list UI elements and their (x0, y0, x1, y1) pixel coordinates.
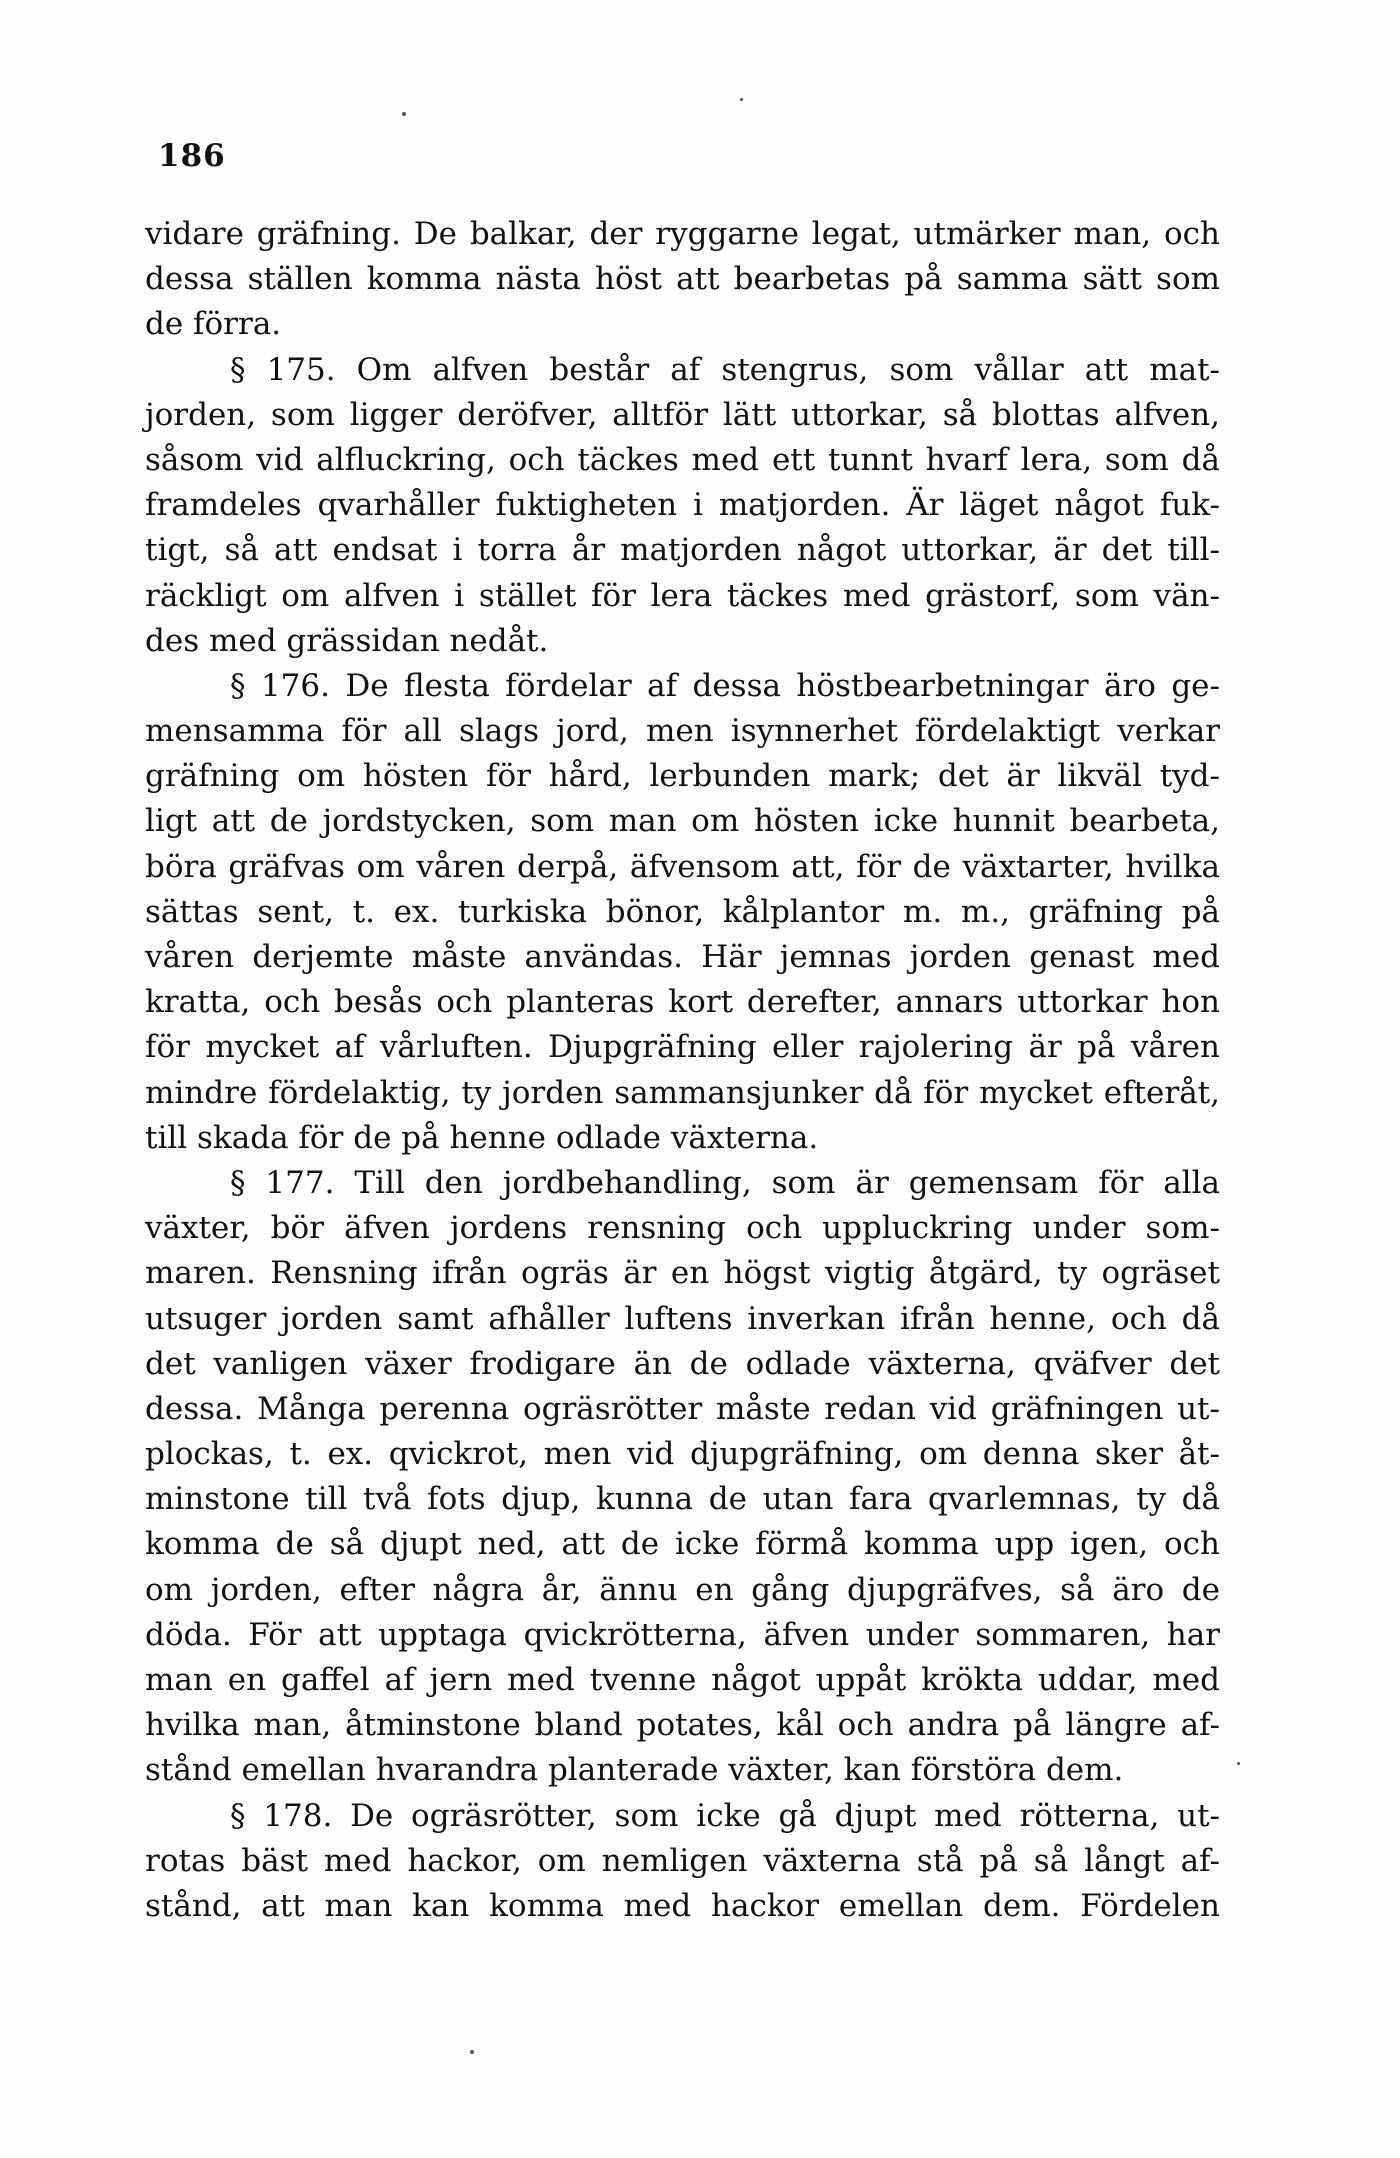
text-line: des med grässidan nedåt. (145, 622, 549, 659)
text-line: kratta, och besås och planteras kort derefter, annars uttorkar hon (145, 984, 1220, 1021)
text-line: sättas sent, t. ex. turkiska bönor, kålplantor m. m., gräfning på (145, 893, 1220, 930)
text-line: våren derjemte måste användas. Här jemnas jorden genast med (145, 939, 1220, 975)
text-line: mindre fördelaktig, ty jorden sammansjunker då för mycket efteråt, (145, 1074, 1220, 1111)
text-line: räckligt om alfven i stället för lera täckes med grästorf, som vän- (145, 577, 1220, 614)
text-line: gräfning om hösten för hård, lerbunden mark; det är likväl tyd- (145, 758, 1220, 795)
text-line: stånd emellan hvarandra planterade växter, kan förstöra dem. (145, 1752, 1124, 1789)
paper-speck (1237, 1762, 1240, 1765)
text-line: döda. För att upptaga qvickrötterna, äfven under sommaren, har (145, 1616, 1220, 1653)
text-line: det vanligen växer frodigare än de odlade växterna, qväfver det (145, 1345, 1220, 1382)
text-line: komma de så djupt ned, att de icke förmå komma upp igen, och (145, 1526, 1220, 1563)
body-text (145, 212, 1220, 1929)
text-line: § 177. Till den jordbehandling, som är gemensam för alla (230, 1164, 1220, 1201)
page-number: 186 (158, 138, 226, 174)
text-line: rotas bäst med hackor, om nemligen växterna stå på så långt af- (145, 1842, 1220, 1879)
text-line: hvilka man, åtminstone bland potates, kål och andra på längre af- (145, 1707, 1220, 1744)
text-line: såsom vid alfluckring, och täckes med ett tunnt hvarf lera, som då (145, 441, 1220, 478)
text-line: jorden, som ligger deröfver, alltför lätt uttorkar, så blottas alfven, (145, 396, 1220, 433)
text-line: framdeles qvarhåller fuktigheten i matjorden. Är läget något fuk- (145, 487, 1220, 524)
text-line: § 175. Om alfven består af stengrus, som vållar att mat- (230, 351, 1220, 388)
text-line: vidare gräfning. De balkar, der ryggarne legat, utmärker man, och (145, 216, 1220, 252)
text-line: dessa. Många perenna ogräsrötter måste redan vid gräfningen ut- (145, 1390, 1220, 1427)
text-line: § 178. De ogräsrötter, som icke gå djupt med rötterna, ut- (230, 1797, 1220, 1834)
text-line: de förra. (145, 306, 282, 343)
text-line: tigt, så att endsat i torra år matjorden något uttorkar, är det till- (145, 532, 1220, 569)
text-line: plockas, t. ex. qvickrot, men vid djupgräfning, om denna sker åt- (145, 1436, 1220, 1473)
text-line: till skada för de på henne odlade växterna. (145, 1119, 819, 1156)
text-line: § 176. De flesta fördelar af dessa höstbearbetningar äro ge- (230, 667, 1220, 704)
text-line: man en gaffel af jern med tvenne något uppåt krökta uddar, med (145, 1662, 1220, 1698)
text-line: böra gräfvas om våren derpå, äfvensom att, för de växtarter, hvilka (145, 848, 1220, 885)
text-line: utsuger jorden samt afhåller luftens inverkan ifrån henne, och då (145, 1300, 1220, 1337)
text-line: för mycket af vårluften. Djupgräfning eller rajolering är på våren (145, 1029, 1220, 1066)
paper-speck (470, 2050, 474, 2054)
text-line: stånd, att man kan komma med hackor emellan dem. Fördelen (145, 1887, 1220, 1924)
paper-speck (740, 98, 743, 101)
text-line: minstone till två fots djup, kunna de utan fara qvarlemnas, ty då (145, 1481, 1220, 1518)
text-line: dessa ställen komma nästa höst att bearbetas på samma sätt som (145, 261, 1220, 298)
paper-speck (402, 112, 406, 116)
text-line: om jorden, efter några år, ännu en gång djupgräfves, så äro de (145, 1571, 1220, 1608)
text-line: maren. Rensning ifrån ogräs är en högst vigtig åtgärd, ty ogräset (145, 1255, 1220, 1292)
text-line: mensamma för all slags jord, men isynnerhet fördelaktigt verkar (145, 713, 1220, 750)
text-line: växter, bör äfven jordens rensning och uppluckring under som- (145, 1210, 1220, 1247)
text-line: ligt att de jordstycken, som man om hösten icke hunnit bearbeta, (145, 803, 1220, 840)
